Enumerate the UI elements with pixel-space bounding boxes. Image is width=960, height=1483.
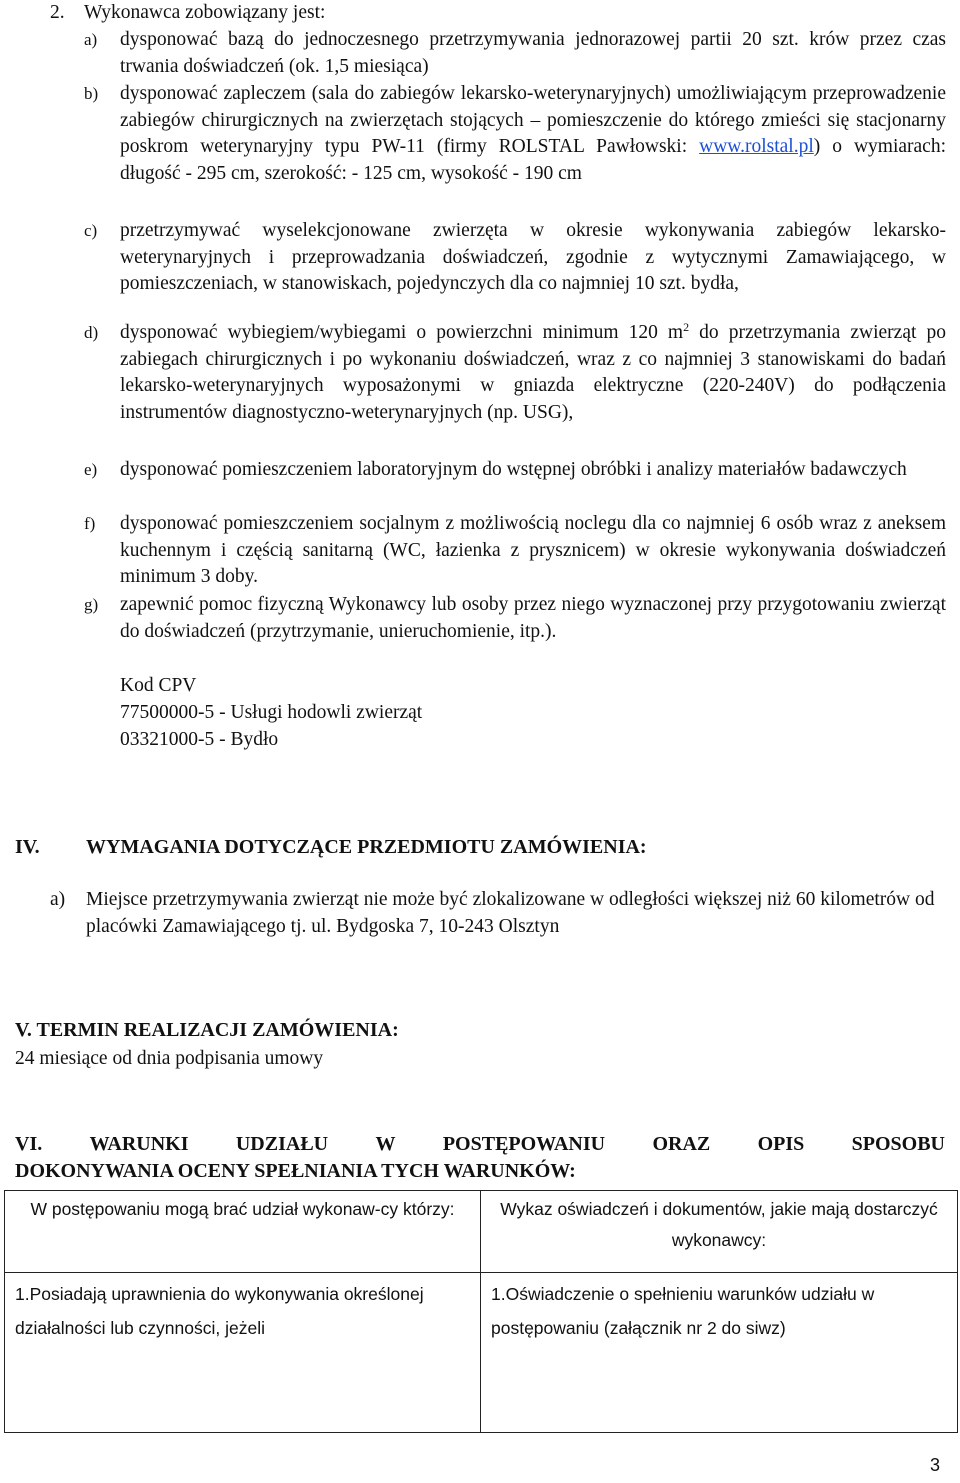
cpv-line: 77500000-5 - Usługi hodowli zwierząt	[120, 702, 423, 723]
header-text: Wykaz oświadczeń i dokumentów, jakie mają dostarczyć wykonawcy	[500, 1199, 938, 1250]
table-header-row	[5, 1191, 958, 1273]
title-word: SPOSOBU	[851, 1133, 945, 1155]
title-word: POSTĘPOWANIU	[442, 1133, 606, 1155]
title-word: UDZIAŁU	[235, 1133, 329, 1155]
subitem-e	[84, 457, 946, 484]
subitem-b	[84, 81, 946, 187]
title-word: OPIS	[757, 1133, 805, 1155]
title-word: ORAZ	[652, 1133, 711, 1155]
section-v-text: 24 miesiące od dnia podpisania umowy	[15, 1048, 324, 1069]
item-text: Miejsce przetrzymywania zwierząt nie może być zlokalizowane w odległości większej niż 60 kilometrów od placówki Zamawiającego tj. ul. Bydgoska 7, 10-243 Olsztyn	[86, 889, 935, 937]
subitem-text-part: do przetrzymania zwierząt po zabiegach chirurgicznych i po wykonaniu doświadczeń, wraz z co najmniej 3 stanowiskami do badań lekarsko-weterynaryjnych wyposażonymi w gniazda elektryczne (220-240V) do podłączenia instrumentów diagnostyczno-weterynaryjnych (np. USG),	[120, 322, 946, 423]
item-2-heading: Wykonawca zobowiązany jest:	[84, 2, 326, 23]
table-header-right	[481, 1191, 958, 1273]
subitem-letter: a)	[84, 30, 98, 49]
cpv-block	[120, 673, 422, 754]
subitem-text: dysponować pomieszczeniem laboratoryjnym do wstępnej obróbki i analizy materiałów badawczych	[120, 459, 907, 480]
subitem-a	[84, 27, 946, 80]
section-iv-item-a	[50, 887, 950, 940]
subitem-text-part: dysponować wybiegiem/wybiegami o powierzchni minimum 120 m	[120, 322, 684, 343]
item-letter: a)	[50, 889, 66, 910]
title-word: WARUNKI	[89, 1133, 189, 1155]
table-header-left: W postępowaniu mogą brać udział wykonaw-cy którzy:	[5, 1191, 481, 1273]
cpv-title: Kod CPV	[120, 675, 197, 696]
section-v-title: V. TERMIN REALIZACJI ZAMÓWIENIA:	[15, 1019, 399, 1041]
subitem-text	[120, 320, 946, 426]
table-cell-left: 1.Posiadają uprawnienia do wykonywania określonej działalności lub czynności, jeżeli	[5, 1273, 481, 1433]
subitem-text-part: ) o wymiarach: długość - 295 cm, szerokość: - 125 cm, wysokość - 190 cm	[120, 136, 946, 184]
title-word: VI.	[15, 1133, 43, 1155]
cpv-line: 03321000-5 - Bydło	[120, 729, 279, 750]
subitem-text: zapewnić pomoc fizyczną Wykonawcy lub osoby przez niego wyznaczonej przy przygotowaniu zwierząt do doświadczeń (przytrzymanie, unieruchomienie, itp.).	[120, 594, 946, 642]
rolstal-link[interactable]: www.rolstal.pl	[699, 136, 814, 158]
header-text: :	[761, 1230, 767, 1250]
subitem-d	[84, 320, 946, 426]
subitem-c	[84, 218, 946, 298]
section-vi-title	[15, 1131, 945, 1184]
subitem-text: dysponować bazą do jednoczesnego przetrzymywania jednorazowej partii 20 szt. krów przez czas trwania doświadczeń (ok. 1,5 miesiąca)	[120, 29, 946, 77]
table-row	[5, 1273, 958, 1433]
page-number: 3	[930, 1455, 941, 1475]
subitem-text: dysponować pomieszczeniem socjalnym z możliwością noclegu dla co najmniej 6 osób wraz z aneksem kuchennym i częścią sanitarną (WC, łazienka z prysznicem) w okresie wykonywania doświadczeń minimum 3 doby.	[120, 513, 946, 588]
section-iv-number: IV.	[15, 836, 40, 858]
subitem-f	[84, 511, 946, 591]
subitem-letter: e)	[84, 460, 98, 479]
subitem-text	[120, 81, 946, 187]
section-vi-title-line2: DOKONYWANIA OCENY SPEŁNIANIA TYCH WARUNKÓW:	[15, 1159, 576, 1182]
subitem-letter: f)	[84, 514, 96, 533]
subitem-letter: d)	[84, 323, 99, 342]
subitem-g	[84, 592, 946, 645]
superscript: 2	[683, 320, 690, 334]
requirements-table	[4, 1190, 958, 1433]
subitem-text-part: dysponować zapleczem (sala do zabiegów lekarsko-weterynaryjnych) umożliwiającym przeprowadzenie zabiegów chirurgicznych na zwierzętach stojących – pomieszczenie do którego zmieści się stacjonarny poskrom weterynaryjny typu PW-11 (firmy ROLSTAL Pawłowski:	[120, 83, 946, 158]
section-iv-title: WYMAGANIA DOTYCZĄCE PRZEDMIOTU ZAMÓWIENIA:	[86, 836, 647, 858]
item-2-number: 2.	[50, 2, 65, 23]
subitem-letter: b)	[84, 84, 99, 103]
title-word: W	[375, 1133, 396, 1155]
table-cell-right: 1.Oświadczenie o spełnieniu warunków udziału w postępowaniu (załącznik nr 2 do siwz)	[481, 1273, 958, 1433]
subitem-letter: c)	[84, 221, 98, 240]
subitem-letter: g)	[84, 595, 99, 614]
subitem-text: przetrzymywać wyselekcjonowane zwierzęta w okresie wykonywania zabiegów lekarsko-weterynaryjnych i przeprowadzania doświadczeń, zgodnie z wytycznymi Zamawiającego, w pomieszczeniach, w stanowiskach, pojedynczych dla co najmniej 10 szt. bydła,	[120, 220, 946, 295]
